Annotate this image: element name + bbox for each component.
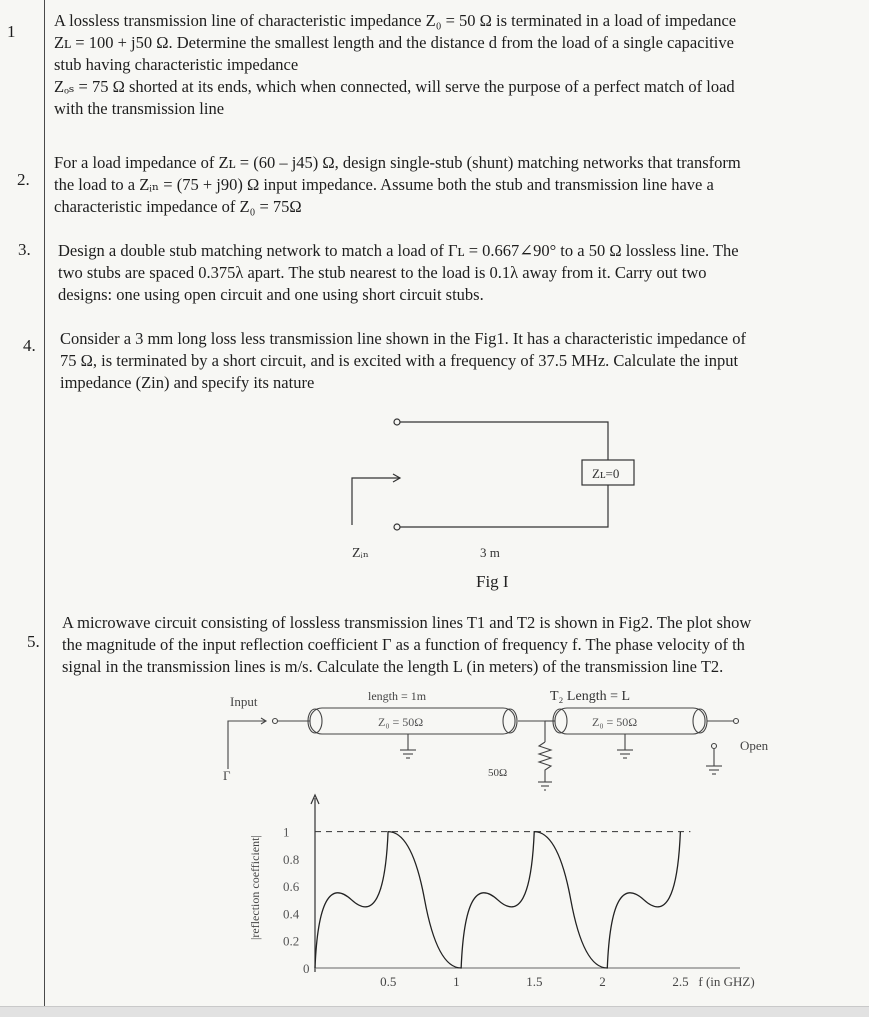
bottom-conductor [400, 485, 608, 527]
t1-impedance-label: Z₀ = 50Ω [378, 715, 424, 729]
text-line: stub having characteristic impedance [54, 55, 299, 74]
text-line: designs: one using open circuit and one using short circuit stubs. [58, 285, 484, 304]
y-tick-label: 0 [303, 961, 310, 976]
zin-label: Zᵢₙ [352, 546, 369, 561]
text-line: A lossless transmission line of characteristic impedance Z₀ = 50 Ω is terminated in a load of impedance [54, 11, 737, 30]
question-3-text [58, 240, 739, 306]
text-line: Zₒₛ = 75 Ω shorted at its ends, which when connected, will serve the purpose of a perfect match of load [54, 77, 735, 96]
terminal-top [394, 419, 400, 425]
y-tick-label: 1 [283, 824, 290, 840]
x-tick-label: 2 [599, 974, 606, 989]
t1-length-label: length = 1m [368, 689, 427, 703]
input-label: Input [230, 694, 258, 709]
x-axis-label: f (in GHZ) [698, 974, 755, 989]
text-line: characteristic impedance of Z₀ = 75Ω [54, 197, 302, 216]
top-conductor [400, 422, 608, 460]
question-number: 1 [7, 22, 16, 41]
open-terminal [734, 719, 739, 724]
text-line: the load to a Zᵢₙ = (75 + j90) Ω input impedance. Assume both the stub and transmission line have a [54, 175, 714, 194]
margin-rule [44, 0, 45, 1016]
text-line: impedance (Zin) and specify its nature [60, 373, 315, 392]
text-line: the magnitude of the input reflection coefficient Γ as a function of frequency f. The phase velocity of th [62, 635, 745, 654]
text-line: For a load impedance of Zʟ = (60 – j45) Ω, design single-stub (shunt) matching networks that transform [54, 153, 741, 172]
gamma-label: Γ [223, 768, 231, 783]
fig1-caption: Fig I [476, 572, 509, 591]
text-line: Consider a 3 mm long loss less transmission line shown in the Fig1. It has a characteristic impedance of [60, 329, 746, 348]
t2-label: T₂ Length = L [550, 689, 631, 704]
text-line: with the transmission line [54, 99, 225, 118]
fig1-circuit [330, 405, 660, 595]
question-number: 2. [17, 170, 30, 189]
question-4-text [60, 328, 746, 394]
x-tick-label: 2.5 [672, 974, 689, 989]
text-line: 75 Ω, is terminated by a short circuit, and is excited with a frequency of 37.5 MHz. Calculate the input [60, 351, 739, 370]
question-number: 5. [27, 632, 40, 651]
y-tick-label: 0.8 [283, 851, 300, 867]
question-number: 3. [18, 240, 31, 259]
shunt-resistor [539, 742, 551, 782]
question-2-text [54, 152, 741, 218]
text-line: two stubs are spaced 0.375λ apart. The stub nearest to the load is 0.1λ away from it. Carry out two [58, 263, 707, 282]
open-label: Open [740, 738, 769, 753]
y-axis-label: |reflection coefficient| [248, 835, 262, 940]
text-line: Design a double stub matching network to match a load of Γʟ = 0.667∠90° to a 50 Ω lossless line. The [58, 241, 739, 260]
x-tick-label: 0.5 [380, 974, 397, 989]
input-arrow [228, 721, 266, 769]
input-terminal [273, 719, 278, 724]
length-label: 3 m [480, 545, 500, 560]
reflection-coefficient-plot [225, 790, 785, 1005]
y-tick-label: 0.6 [283, 879, 300, 895]
question-1-text [54, 10, 736, 120]
resistor-label: 50Ω [488, 767, 508, 779]
text-line: Zʟ = 100 + j50 Ω. Determine the smallest length and the distance d from the load of a single capacitive [54, 33, 734, 52]
t2-impedance-label: Z₀ = 50Ω [592, 715, 638, 729]
viewer-bottom-bar [0, 1006, 869, 1017]
x-tick-label: 1 [453, 974, 460, 989]
question-5-text [62, 612, 751, 678]
terminal-bottom [394, 524, 400, 530]
y-tick-label: 0.2 [283, 933, 300, 949]
x-tick-label: 1.5 [526, 974, 543, 989]
zin-arrow [352, 478, 400, 525]
y-tick-label: 0.4 [283, 906, 300, 922]
series-line [315, 832, 680, 968]
load-label: Zʟ=0 [592, 466, 620, 481]
text-line: signal in the transmission lines is m/s. Calculate the length L (in meters) of the transmission line T2. [62, 657, 724, 676]
question-number: 4. [23, 336, 36, 355]
text-line: A microwave circuit consisting of lossless transmission lines T1 and T2 is shown in Fig2. The plot show [62, 613, 752, 632]
